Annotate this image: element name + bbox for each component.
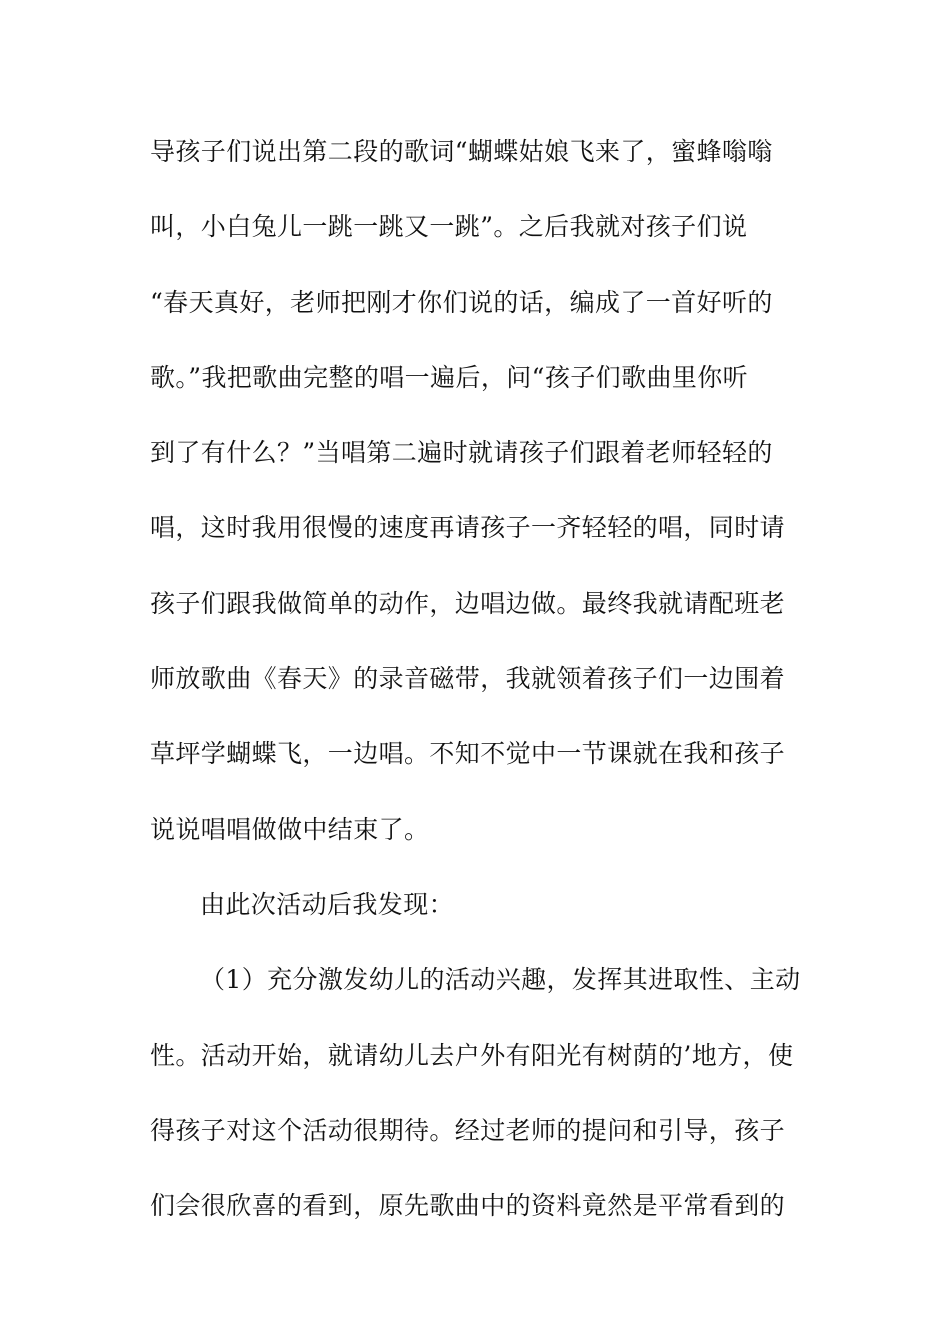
- text-line: 到了有什么？”当唱第二遍时就请孩子们跟着老师轻轻的: [150, 438, 773, 468]
- text-line: 歌。”我把歌曲完整的唱一遍后，问“孩子们歌曲里你听: [150, 362, 749, 392]
- text-line: 导孩子们说出第二段的歌词“蝴蝶姑娘飞来了，蜜蜂嗡嗡: [150, 137, 773, 166]
- paragraph-start-line: （1）充分激发幼儿的活动兴趣，发挥其进取性、主动: [200, 965, 801, 995]
- text-line: 叫，小白兔儿一跳一跳又一跳”。之后我就对孩子们说: [150, 212, 748, 242]
- text-line: 得孩子对这个活动很期待。经过老师的提问和引导，孩子: [150, 1115, 786, 1145]
- text-line: 唱，这时我用很慢的速度再请孩子一齐轻轻的唱，同时请: [150, 513, 786, 543]
- text-line: 孩子们跟我做简单的动作，边唱边做。最终我就请配班老: [150, 588, 786, 618]
- text-line: 草坪学蝴蝶飞，一边唱。不知不觉中一节课就在我和孩子: [150, 739, 786, 769]
- text-line: 说说唱唱做做中结束了。: [150, 814, 430, 844]
- text-line: 师放歌曲《春天》的录音磁带，我就领着孩子们一边围着: [150, 664, 786, 694]
- body-text: [150, 130, 810, 1259]
- text-line: 性。活动开始，就请幼儿去户外有阳光有树荫的’地方，使: [150, 1040, 794, 1070]
- text-line: 们会很欣喜的看到，原先歌曲中的资料竟然是平常看到的: [150, 1191, 786, 1221]
- paragraph-start-line: 由此次活动后我发现：: [200, 889, 455, 919]
- text-line: “春天真好，老师把刚才你们说的话，编成了一首好听的: [150, 287, 773, 317]
